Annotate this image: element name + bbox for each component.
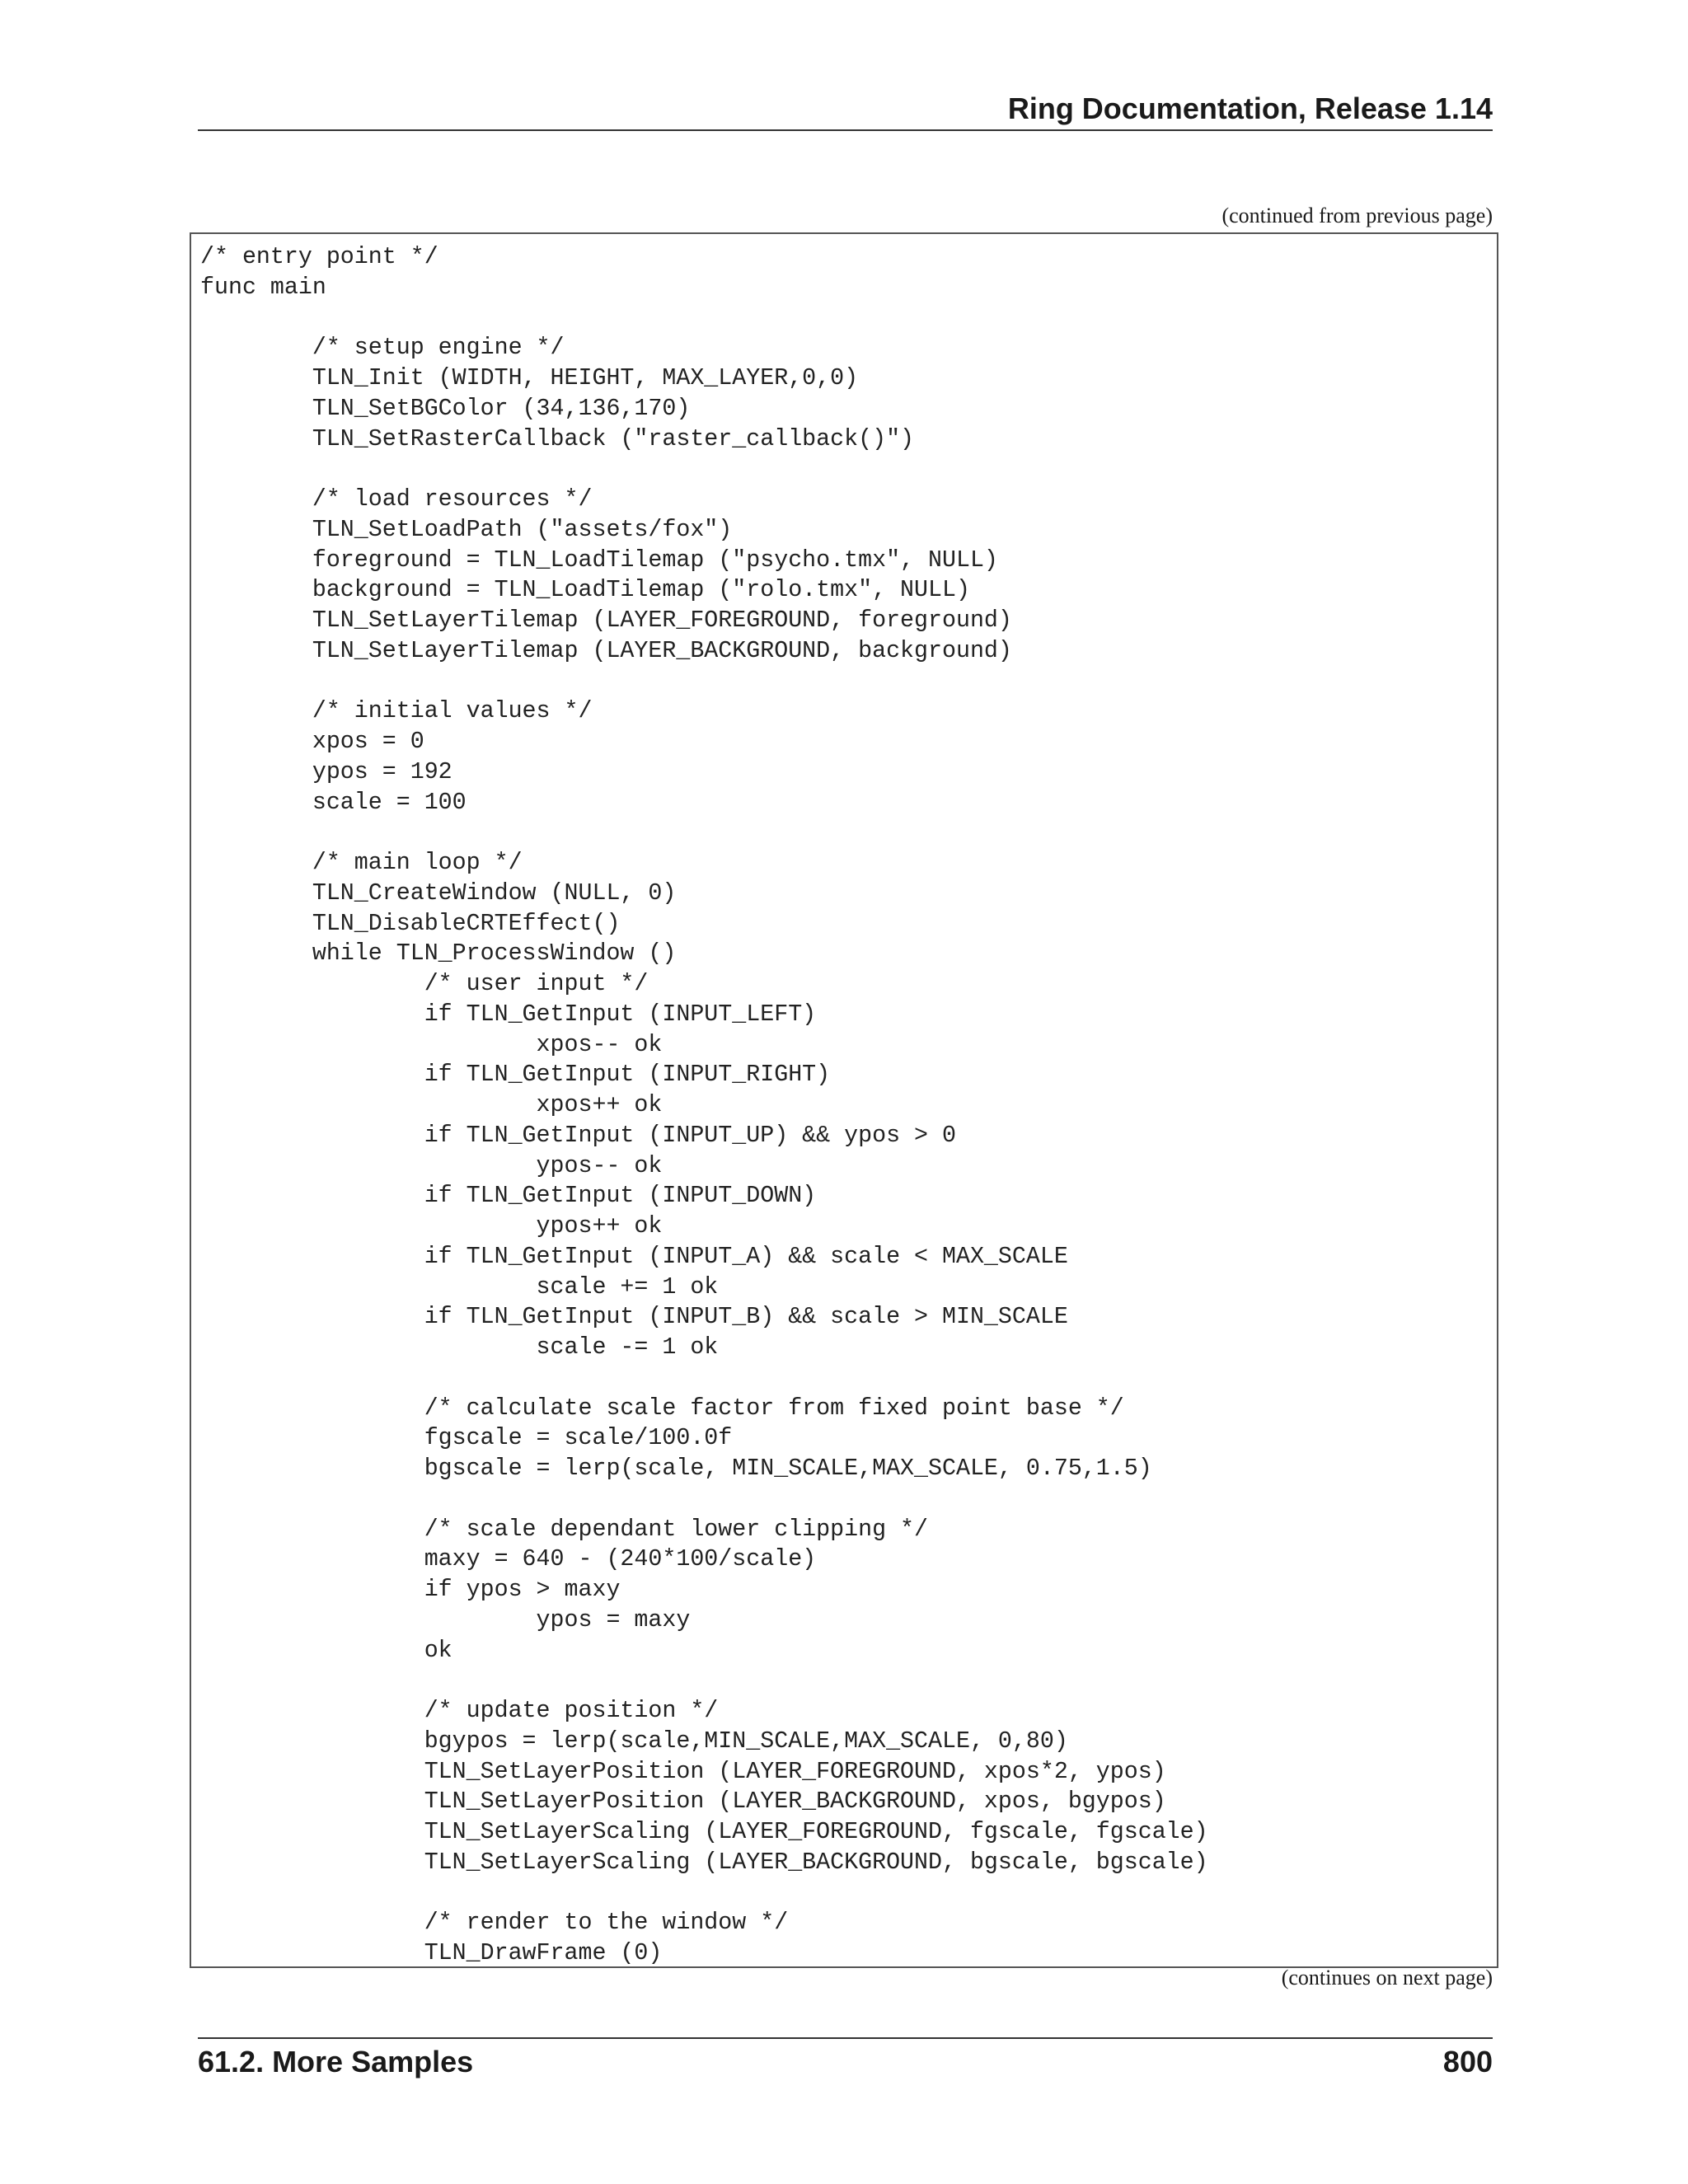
code-line: /* initial values */	[200, 698, 593, 725]
code-line: xpos-- ok	[200, 1031, 663, 1058]
code-line: if TLN_GetInput (INPUT_UP) && ypos > 0	[200, 1122, 956, 1149]
code-line: /* entry point */	[200, 244, 438, 270]
code-line: maxy = 640 - (240*100/scale)	[200, 1546, 817, 1573]
continues-on-next-note: (continues on next page)	[1281, 1966, 1493, 1990]
code-line	[200, 818, 1208, 848]
code-line	[200, 667, 1208, 697]
code-line: ok	[200, 1637, 452, 1664]
code-line: xpos++ ok	[200, 1092, 663, 1118]
code-line: /* scale dependant lower clipping */	[200, 1516, 929, 1543]
code-line: if ypos > maxy	[200, 1577, 621, 1603]
code-line: func main	[200, 274, 326, 301]
code-block	[190, 232, 1498, 1968]
code-line: /* setup engine */	[200, 335, 565, 362]
code-line: bgypos = lerp(scale,MIN_SCALE,MAX_SCALE, 0,80)	[200, 1727, 1068, 1755]
code-line: TLN_SetLoadPath ("assets/fox")	[200, 516, 733, 543]
code-line: TLN_SetLayerScaling (LAYER_BACKGROUND, bgscale, bgscale)	[200, 1849, 1208, 1876]
code-line: TLN_SetBGColor (34,136,170)	[200, 395, 691, 422]
code-line: if TLN_GetInput (INPUT_B) && scale > MIN_SCALE	[200, 1304, 1068, 1331]
code-line: TLN_SetLayerTilemap (LAYER_FOREGROUND, foreground)	[200, 607, 1012, 634]
code-line	[200, 1878, 1208, 1909]
code-line: TLN_CreateWindow (NULL, 0)	[200, 879, 677, 907]
code-line: background = TLN_LoadTilemap ("rolo.tmx", NULL)	[200, 577, 970, 604]
document-title: Ring Documentation, Release 1.14	[1007, 91, 1493, 125]
code-line: /* user input */	[200, 971, 649, 997]
code-line	[200, 454, 1208, 485]
code-line: if TLN_GetInput (INPUT_DOWN)	[200, 1183, 817, 1210]
code-line: xpos = 0	[200, 729, 424, 755]
code-line: scale -= 1 ok	[200, 1334, 719, 1361]
code-line: ypos-- ok	[200, 1152, 663, 1179]
code-line: ypos = 192	[200, 758, 452, 785]
code-line: scale += 1 ok	[200, 1273, 719, 1301]
code-line: /* load resources */	[200, 486, 593, 513]
code-line: TLN_Init (WIDTH, HEIGHT, MAX_LAYER,0,0)	[200, 365, 859, 391]
code-line: TLN_SetLayerPosition (LAYER_FOREGROUND, xpos*2, ypos)	[200, 1758, 1166, 1785]
footer-divider	[198, 2037, 1493, 2039]
continued-from-previous-note: (continued from previous page)	[1221, 204, 1493, 227]
code-line	[200, 1363, 1208, 1394]
code-line: scale = 100	[200, 789, 467, 816]
code-line: fgscale = scale/100.0f	[200, 1425, 733, 1452]
code-line: if TLN_GetInput (INPUT_RIGHT)	[200, 1062, 831, 1089]
footer-section-title: 61.2. More Samples	[198, 2045, 474, 2079]
code-line: while TLN_ProcessWindow ()	[200, 940, 677, 968]
code-line: /* update position */	[200, 1698, 719, 1724]
code-line: ypos = maxy	[200, 1606, 691, 1633]
code-lines	[200, 242, 1208, 1968]
code-line: if TLN_GetInput (INPUT_LEFT)	[200, 1001, 817, 1028]
code-line: /* render to the window */	[200, 1910, 789, 1937]
code-line: foreground = TLN_LoadTilemap ("psycho.tmx", NULL)	[200, 546, 998, 574]
code-line: TLN_DisableCRTEffect()	[200, 910, 621, 937]
code-line: /* calculate scale factor from fixed point base */	[200, 1394, 1124, 1422]
code-line: if TLN_GetInput (INPUT_A) && scale < MAX_SCALE	[200, 1243, 1068, 1270]
code-line	[200, 1484, 1208, 1515]
code-line: TLN_DrawFrame (0)	[200, 1940, 663, 1966]
code-line: /* main loop */	[200, 850, 523, 876]
code-line: TLN_SetLayerTilemap (LAYER_BACKGROUND, background)	[200, 637, 1012, 664]
code-line: bgscale = lerp(scale, MIN_SCALE,MAX_SCALE, 0.75,1.5)	[200, 1455, 1152, 1482]
code-line	[200, 303, 1208, 334]
code-line	[200, 1666, 1208, 1696]
code-line: ypos++ ok	[200, 1213, 663, 1240]
header-divider	[198, 129, 1493, 131]
code-line: TLN_SetLayerPosition (LAYER_BACKGROUND, xpos, bgypos)	[200, 1788, 1166, 1816]
code-line: TLN_SetLayerScaling (LAYER_FOREGROUND, fgscale, fgscale)	[200, 1819, 1208, 1845]
code-line: TLN_SetRasterCallback ("raster_callback()")	[200, 425, 915, 452]
page-number: 800	[1442, 2045, 1493, 2079]
